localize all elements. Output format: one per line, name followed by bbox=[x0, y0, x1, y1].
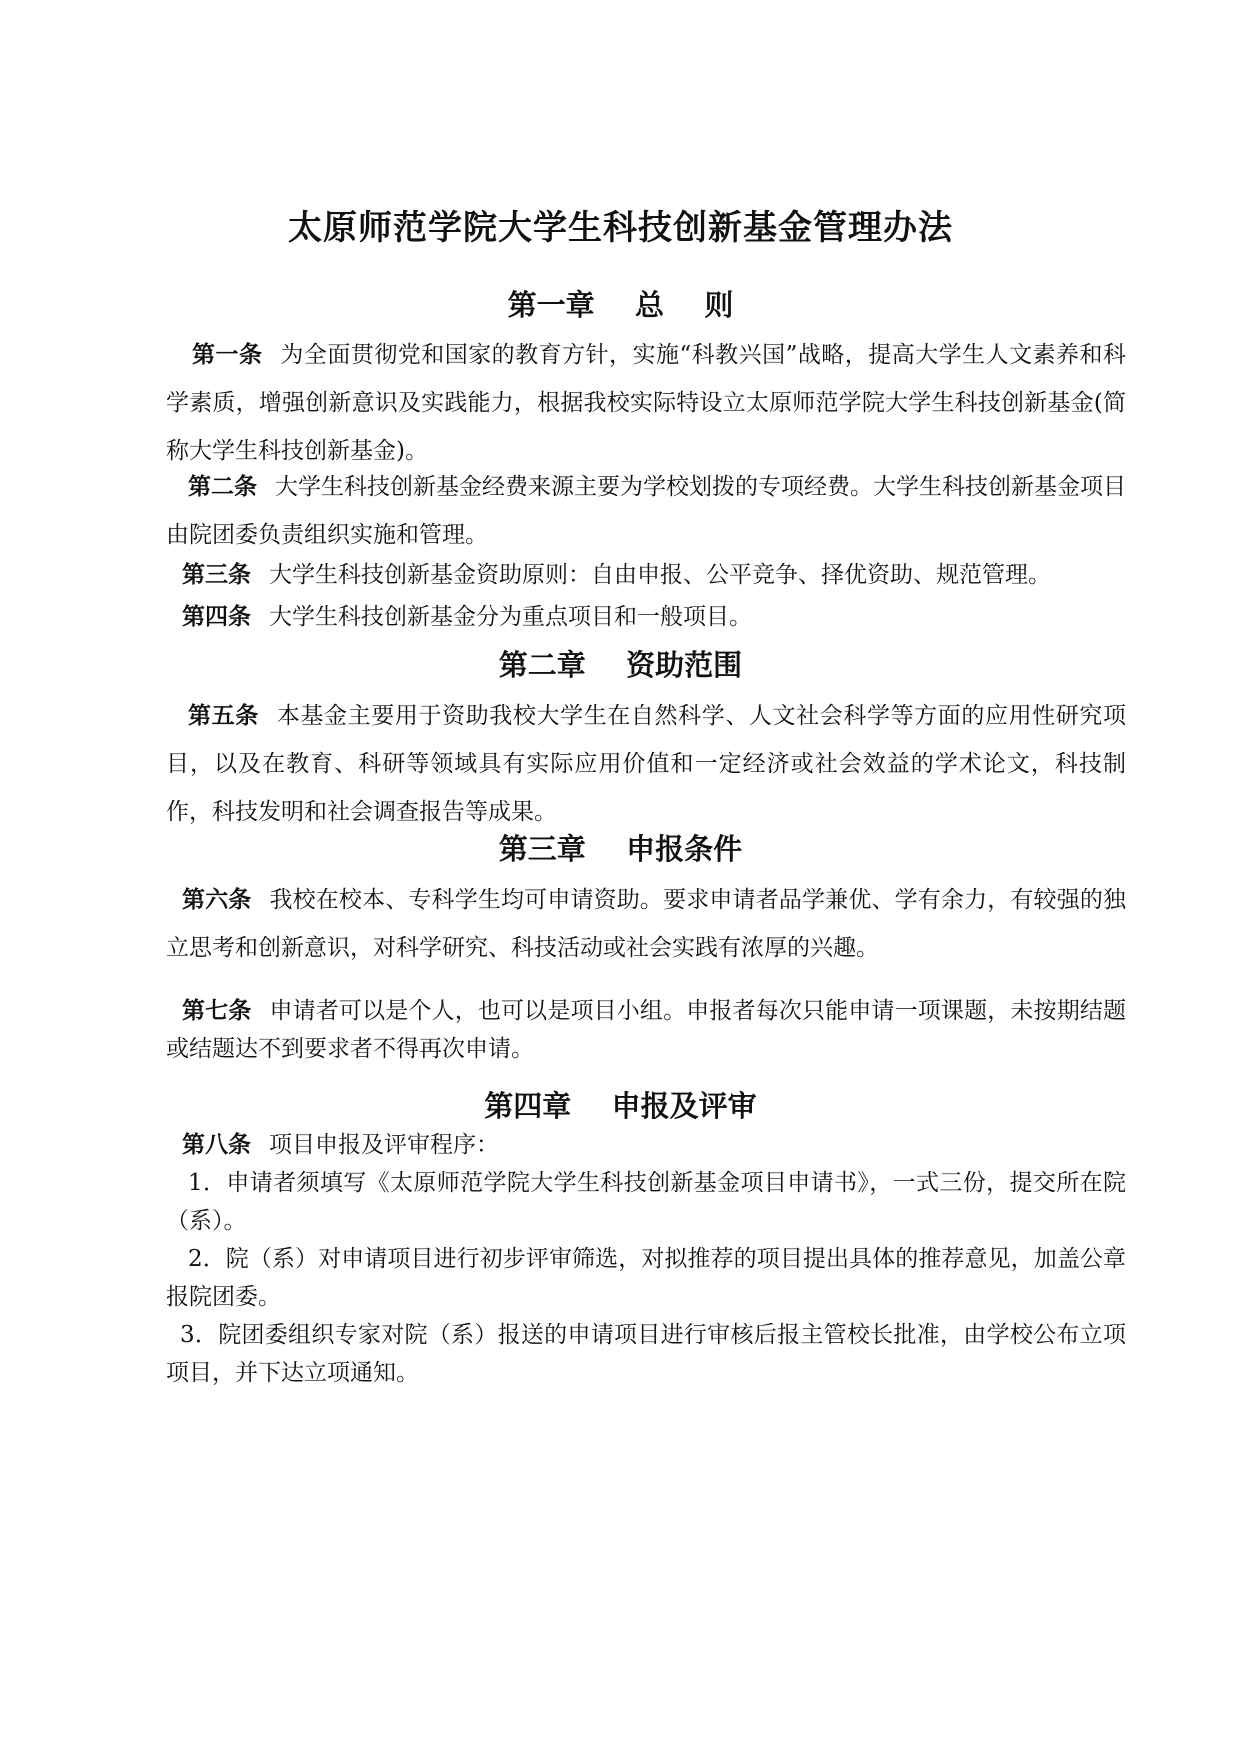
article-label: 第二条 bbox=[188, 473, 257, 500]
article-4 bbox=[166, 598, 1126, 636]
article-text: 大学生科技创新基金分为重点项目和一般项目。 bbox=[269, 604, 752, 630]
article-6 bbox=[166, 876, 1126, 972]
chapter-heading-3: 第三章 申报条件 bbox=[498, 832, 743, 866]
article-label: 第一条 bbox=[192, 341, 263, 368]
article-text: 大学生科技创新基金经费来源主要为学校划拨的专项经费。大学生科技创新基金项目由院团委负责组织实施和管理。 bbox=[166, 474, 1126, 548]
procedure-item-3: 3．院团委组织专家对院（系）报送的申请项目进行审核后报主管校长批准，由学校公布立项项目，并下达立项通知。 bbox=[166, 1322, 1126, 1386]
article-text: 大学生科技创新基金资助原则：自由申报、公平竞争、择优资助、规范管理。 bbox=[269, 562, 1051, 588]
article-text: 申请者可以是个人，也可以是项目小组。申报者每次只能申请一项课题，未按期结题或结题达不到要求者不得再次申请。 bbox=[166, 998, 1127, 1062]
article-1 bbox=[166, 331, 1126, 475]
article-label: 第五条 bbox=[188, 702, 259, 729]
procedure-item-2: 2．院（系）对申请项目进行初步评审筛选，对拟推荐的项目提出具体的推荐意见，加盖公章报院团委。 bbox=[166, 1246, 1126, 1310]
chapter-heading-1: 第一章 总 则 bbox=[507, 288, 734, 322]
article-2 bbox=[166, 463, 1126, 559]
document-title: 太原师范学院大学生科技创新基金管理办法 bbox=[288, 208, 953, 248]
article-label: 第四条 bbox=[182, 603, 251, 630]
chapter-heading-2: 第二章 资助范围 bbox=[498, 648, 743, 682]
article-label: 第三条 bbox=[182, 561, 251, 588]
article-3 bbox=[166, 556, 1126, 594]
article-text: 本基金主要用于资助我校大学生在自然科学、人文社会科学等方面的应用性研究项目，以及在教育、科研等领域具有实际应用价值和一定经济或社会效益的学术论文，科技制作，科技发明和社会调查报告等成果。 bbox=[166, 703, 1127, 825]
article-label: 第六条 bbox=[182, 886, 252, 913]
article-8 bbox=[166, 1126, 1126, 1164]
article-7 bbox=[166, 992, 1126, 1068]
article-text: 我校在校本、专科学生均可申请资助。要求申请者品学兼优、学有余力，有较强的独立思考和创新意识，对科学研究、科技活动或社会实践有浓厚的兴趣。 bbox=[166, 887, 1127, 961]
article-label: 第七条 bbox=[182, 997, 252, 1024]
article-text: 项目申报及评审程序： bbox=[269, 1132, 499, 1158]
article-label: 第八条 bbox=[182, 1131, 251, 1158]
article-5 bbox=[166, 692, 1126, 836]
chapter-heading-4: 第四章 申报及评审 bbox=[484, 1089, 757, 1123]
procedure-item-1: 1．申请者须填写《太原师范学院大学生科技创新基金项目申请书》，一式三份，提交所在院（系）。 bbox=[166, 1170, 1126, 1234]
article-text: 为全面贯彻党和国家的教育方针，实施“科教兴国”战略，提高大学生人文素养和科学素质，增强创新意识及实践能力，根据我校实际特设立太原师范学院大学生科技创新基金(简称大学生科技创新基金)。 bbox=[166, 342, 1126, 464]
